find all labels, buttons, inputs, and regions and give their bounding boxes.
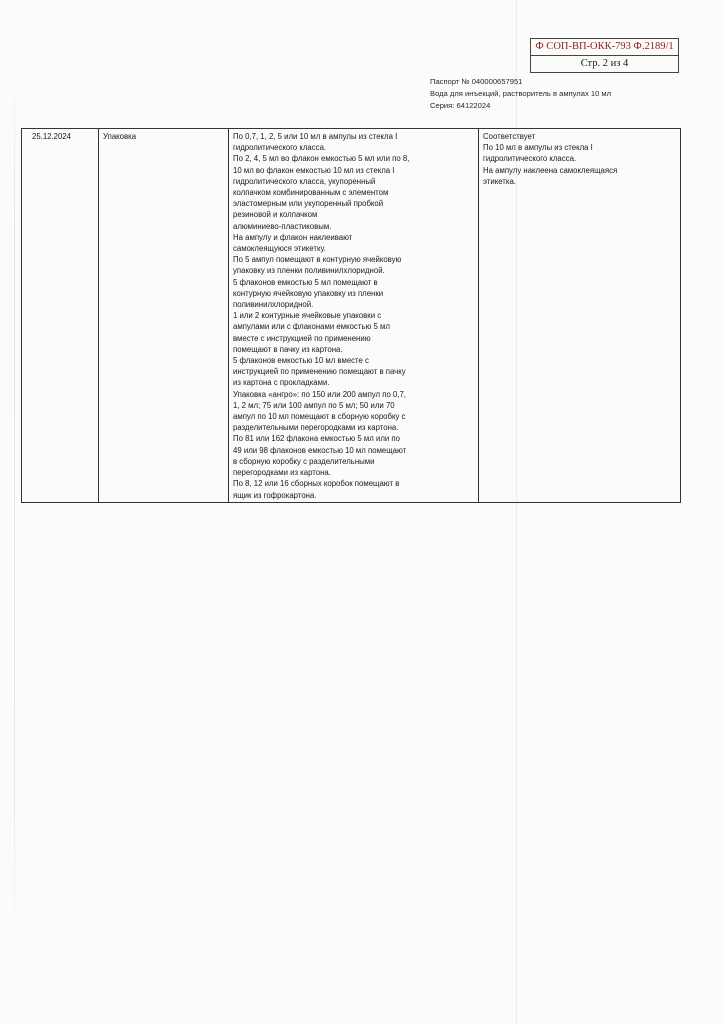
requirement-line: По 5 ампул помещают в контурную ячейковую <box>233 255 402 265</box>
requirement-line: самоклеящуюся этикетку. <box>233 244 326 254</box>
requirement-line: вместе с инструкцией по применению <box>233 333 371 343</box>
scan-artifact-left <box>14 60 15 960</box>
requirement-line: ящик из гофрокартона. <box>233 490 317 500</box>
requirement-line: резиновой и колпачком <box>233 210 318 220</box>
result-line: На ампулу наклеена самоклеящаяся <box>483 165 618 175</box>
requirement-line: эластомерным или укупоренный пробкой <box>233 199 384 209</box>
requirement-line: 49 или 98 флаконов емкостью 10 мл помещают <box>233 445 407 455</box>
requirement-line: 5 флаконов емкостью 5 мл помещают в <box>233 277 378 287</box>
requirement-line: упаковку из пленки поливинилхлоридной. <box>233 266 385 276</box>
requirement-line: алюминиево-пластиковым. <box>233 221 332 231</box>
result-line: гидролитического класса. <box>483 154 577 164</box>
requirement-line: 1 или 2 контурные ячейковые упаковки с <box>233 311 382 321</box>
requirement-line: По 2, 4, 5 мл во флакон емкостью 5 мл или по 8, <box>233 154 410 164</box>
results-table <box>21 128 681 503</box>
date-cell: 25.12.2024 <box>22 129 99 503</box>
form-code: Ф СОП-ВП-ОКК-793 Ф.2189/1 <box>531 39 678 56</box>
result-line: этикетка. <box>483 176 516 186</box>
page-number: Стр. 2 из 4 <box>580 58 629 69</box>
requirement-line: колпачком комбинированным с элементом <box>233 188 389 198</box>
requirement-line: ампулами или с флаконами емкостью 5 мл <box>233 322 390 332</box>
requirement-cell <box>229 129 479 503</box>
requirement-line: По 81 или 162 флакона емкостью 5 мл или по <box>233 434 400 444</box>
requirement-line: 10 мл во флакон емкостью 10 мл из стекла I <box>233 165 395 175</box>
series-number: Серия: 64122024 <box>430 101 491 110</box>
form-code-box <box>530 38 679 73</box>
passport-header <box>430 76 611 112</box>
requirement-line: поливинилхлоридной. <box>233 300 314 310</box>
requirement-line: инструкцией по применению помещают в пачку <box>233 367 406 377</box>
requirement-line: помещают в пачку из картона. <box>233 344 343 354</box>
requirement-line: контурную ячейковую упаковку из пленки <box>233 288 384 298</box>
table-row <box>22 129 681 503</box>
result-line: Соответствует <box>483 132 536 141</box>
requirement-line: На ампулу и флакон наклеивают <box>233 232 353 242</box>
requirement-line: 5 флаконов емкостью 10 мл вместе с <box>233 356 369 366</box>
requirement-line: разделительными перегородками из картона. <box>233 423 399 433</box>
result-cell <box>479 129 681 503</box>
requirement-line: в сборную коробку с разделительными <box>233 456 375 466</box>
requirement-line: Упаковка «ангро»: по 150 или 200 ампул по 0,7, <box>233 389 406 399</box>
requirement-line: из картона с прокладками. <box>233 378 330 388</box>
product-name: Вода для инъекций, растворитель в ампулах 10 мл <box>430 89 612 98</box>
requirement-line: гидролитического класса. <box>233 143 327 153</box>
requirement-line: По 8, 12 или 16 сборных коробок помещают в <box>233 479 400 489</box>
requirement-line: гидролитического класса, укупоренный <box>233 176 376 186</box>
passport-number: Паспорт № 040000657951 <box>430 77 523 86</box>
parameter-cell: Упаковка <box>99 129 229 503</box>
requirement-line: По 0,7, 1, 2, 5 или 10 мл в ампулы из стекла I <box>233 132 398 141</box>
requirement-line: ампул по 10 мл помещают в сборную коробку с <box>233 412 406 422</box>
result-line: По 10 мл в ампулы из стекла I <box>483 143 593 153</box>
requirement-line: 1, 2 мл; 75 или 100 ампул по 5 мл; 50 или 70 <box>233 400 395 410</box>
requirement-line: перегородками из картона. <box>233 468 331 478</box>
